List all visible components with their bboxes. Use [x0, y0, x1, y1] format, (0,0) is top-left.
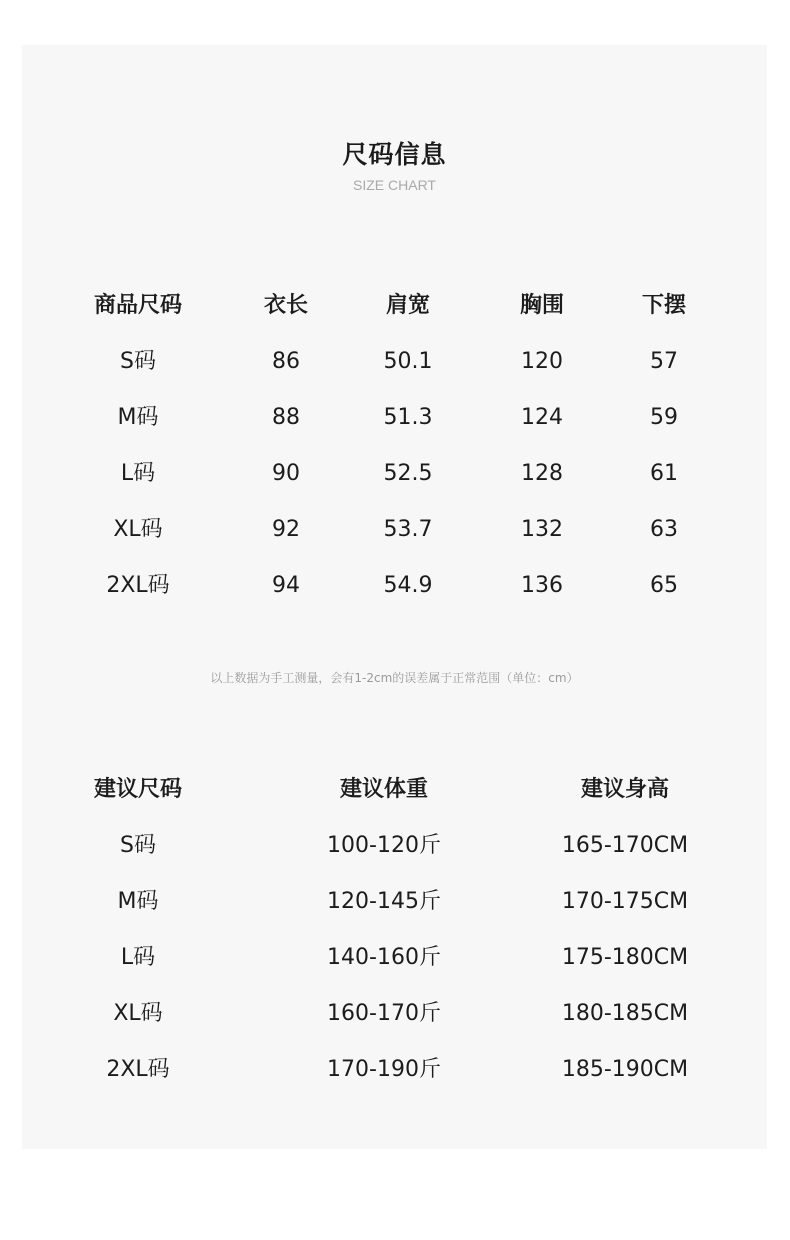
table-cell: 124: [521, 405, 563, 430]
row-size-label: XL码: [113, 517, 163, 542]
row-size-label: L码: [120, 945, 156, 970]
page-title: 尺码信息: [342, 140, 447, 169]
column-header: 衣长: [263, 293, 309, 318]
table-cell: 59: [650, 405, 678, 430]
table-cell: 90: [272, 461, 300, 486]
column-header: 下摆: [641, 293, 687, 318]
size-chart-panel: [22, 45, 767, 1149]
table-cell: 65: [650, 573, 678, 598]
table-cell: 160-170斤: [327, 1001, 441, 1026]
table-cell: 50.1: [383, 349, 433, 374]
table-cell: 100-120斤: [327, 833, 441, 858]
column-header: 建议身高: [580, 777, 670, 802]
table-cell: 61: [650, 461, 678, 486]
table-cell: 165-170CM: [561, 833, 689, 858]
row-size-label: M码: [117, 405, 159, 430]
column-header: 建议尺码: [93, 777, 183, 802]
page-subtitle: SIZE CHART: [353, 177, 436, 193]
table-cell: 170-175CM: [561, 889, 689, 914]
row-size-label: 2XL码: [106, 573, 170, 598]
table-cell: 53.7: [383, 517, 433, 542]
table-cell: 175-180CM: [561, 945, 689, 970]
table-cell: 92: [272, 517, 300, 542]
column-header: 肩宽: [385, 293, 431, 318]
row-size-label: 2XL码: [106, 1057, 170, 1082]
row-size-label: S码: [120, 349, 156, 374]
row-size-label: L码: [120, 461, 156, 486]
table-cell: 88: [272, 405, 300, 430]
table-cell: 120-145斤: [327, 889, 441, 914]
table-cell: 140-160斤: [327, 945, 441, 970]
row-size-label: M码: [117, 889, 159, 914]
table-cell: 132: [521, 517, 563, 542]
table-cell: 94: [272, 573, 300, 598]
table-cell: 52.5: [383, 461, 433, 486]
row-size-label: S码: [120, 833, 156, 858]
table-cell: 51.3: [383, 405, 433, 430]
row-size-label: XL码: [113, 1001, 163, 1026]
table-cell: 63: [650, 517, 678, 542]
table-cell: 170-190斤: [327, 1057, 441, 1082]
column-header: 胸围: [519, 293, 565, 318]
table-cell: 54.9: [383, 573, 433, 598]
column-header: 商品尺码: [93, 293, 183, 318]
table-cell: 86: [272, 349, 300, 374]
column-header: 建议体重: [339, 777, 429, 802]
table-cell: 136: [521, 573, 563, 598]
table-cell: 120: [521, 349, 563, 374]
table-cell: 180-185CM: [561, 1001, 689, 1026]
table-cell: 128: [521, 461, 563, 486]
table-cell: 57: [650, 349, 678, 374]
measurement-note: 以上数据为手工测量，会有1-2cm的误差属于正常范围（单位：cm）: [210, 671, 579, 685]
table-cell: 185-190CM: [561, 1057, 689, 1082]
